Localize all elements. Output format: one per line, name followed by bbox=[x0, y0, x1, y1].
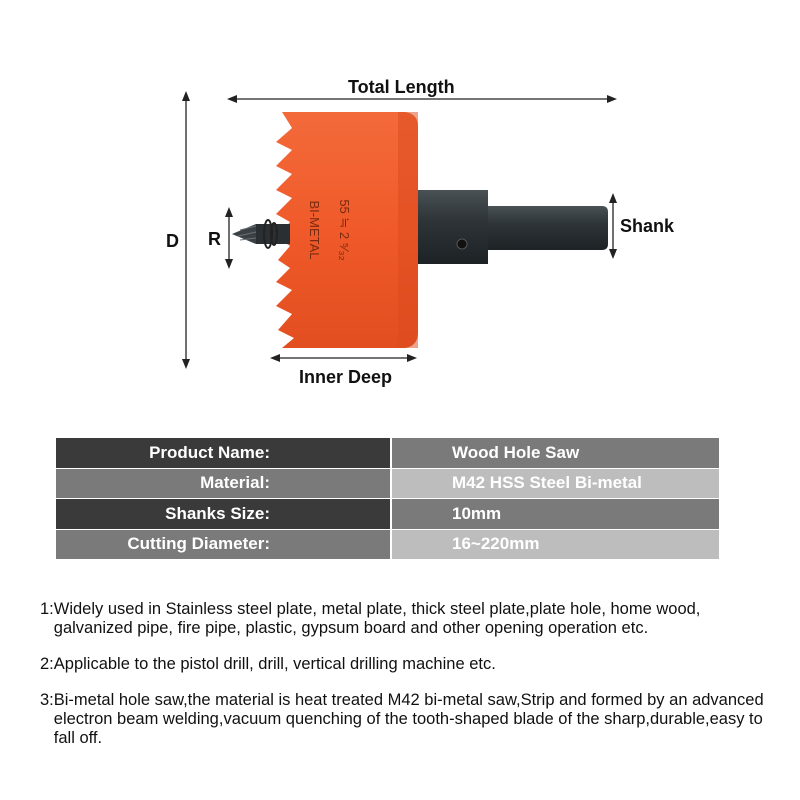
engraving-line: BI-METAL bbox=[307, 200, 322, 260]
note-number: 2: bbox=[40, 655, 54, 673]
total-length-label: Total Length bbox=[348, 77, 455, 97]
spec-label: Material: bbox=[56, 469, 390, 499]
note-text: Widely used in Stainless steel plate, metal plate, thick steel plate,plate hole, home wood, galvanized pipe, fire pipe, plastic, gypsum board and other opening operation etc. bbox=[53, 600, 701, 637]
note-text: Bi-metal hole saw,the material is heat treated M42 bi-metal saw,Strip and formed by an advanced electron beam welding,vacuum quenching of the tooth-shaped blade of the sharp,durable,easy to fall off. bbox=[53, 691, 764, 747]
spec-table bbox=[56, 438, 719, 560]
spec-value: 10mm bbox=[392, 499, 719, 529]
diameter-label: D bbox=[166, 231, 179, 251]
inner-deep-label: Inner Deep bbox=[299, 367, 393, 387]
feature-notes bbox=[40, 600, 780, 765]
note-number: 1: bbox=[40, 600, 54, 618]
spec-row-product-name bbox=[56, 438, 719, 468]
note-item bbox=[40, 600, 780, 638]
spec-label: Cutting Diameter: bbox=[56, 530, 390, 560]
note-text: Applicable to the pistol drill, drill, vertical drilling machine etc. bbox=[53, 655, 496, 673]
radius-label: R bbox=[208, 229, 221, 249]
spec-value: M42 HSS Steel Bi-metal bbox=[392, 469, 719, 499]
spec-value: Wood Hole Saw bbox=[392, 438, 719, 468]
shank-label: Shank bbox=[620, 216, 675, 236]
note-item bbox=[40, 655, 780, 674]
shank-collar bbox=[418, 190, 488, 264]
note-item bbox=[40, 691, 780, 748]
spec-label: Product Name: bbox=[56, 438, 390, 468]
pilot-drill bbox=[232, 220, 290, 248]
note-number: 3: bbox=[40, 691, 54, 709]
engraving-line: 55 ≒ 2 ⁵⁄₃₂ bbox=[337, 199, 352, 261]
spec-row-shanks-size bbox=[56, 499, 719, 529]
spec-row-material bbox=[56, 469, 719, 499]
shank-rod bbox=[488, 206, 608, 250]
spec-label: Shanks Size: bbox=[56, 499, 390, 529]
spec-row-cutting-diameter bbox=[56, 530, 719, 560]
spec-value: 16~220mm bbox=[392, 530, 719, 560]
